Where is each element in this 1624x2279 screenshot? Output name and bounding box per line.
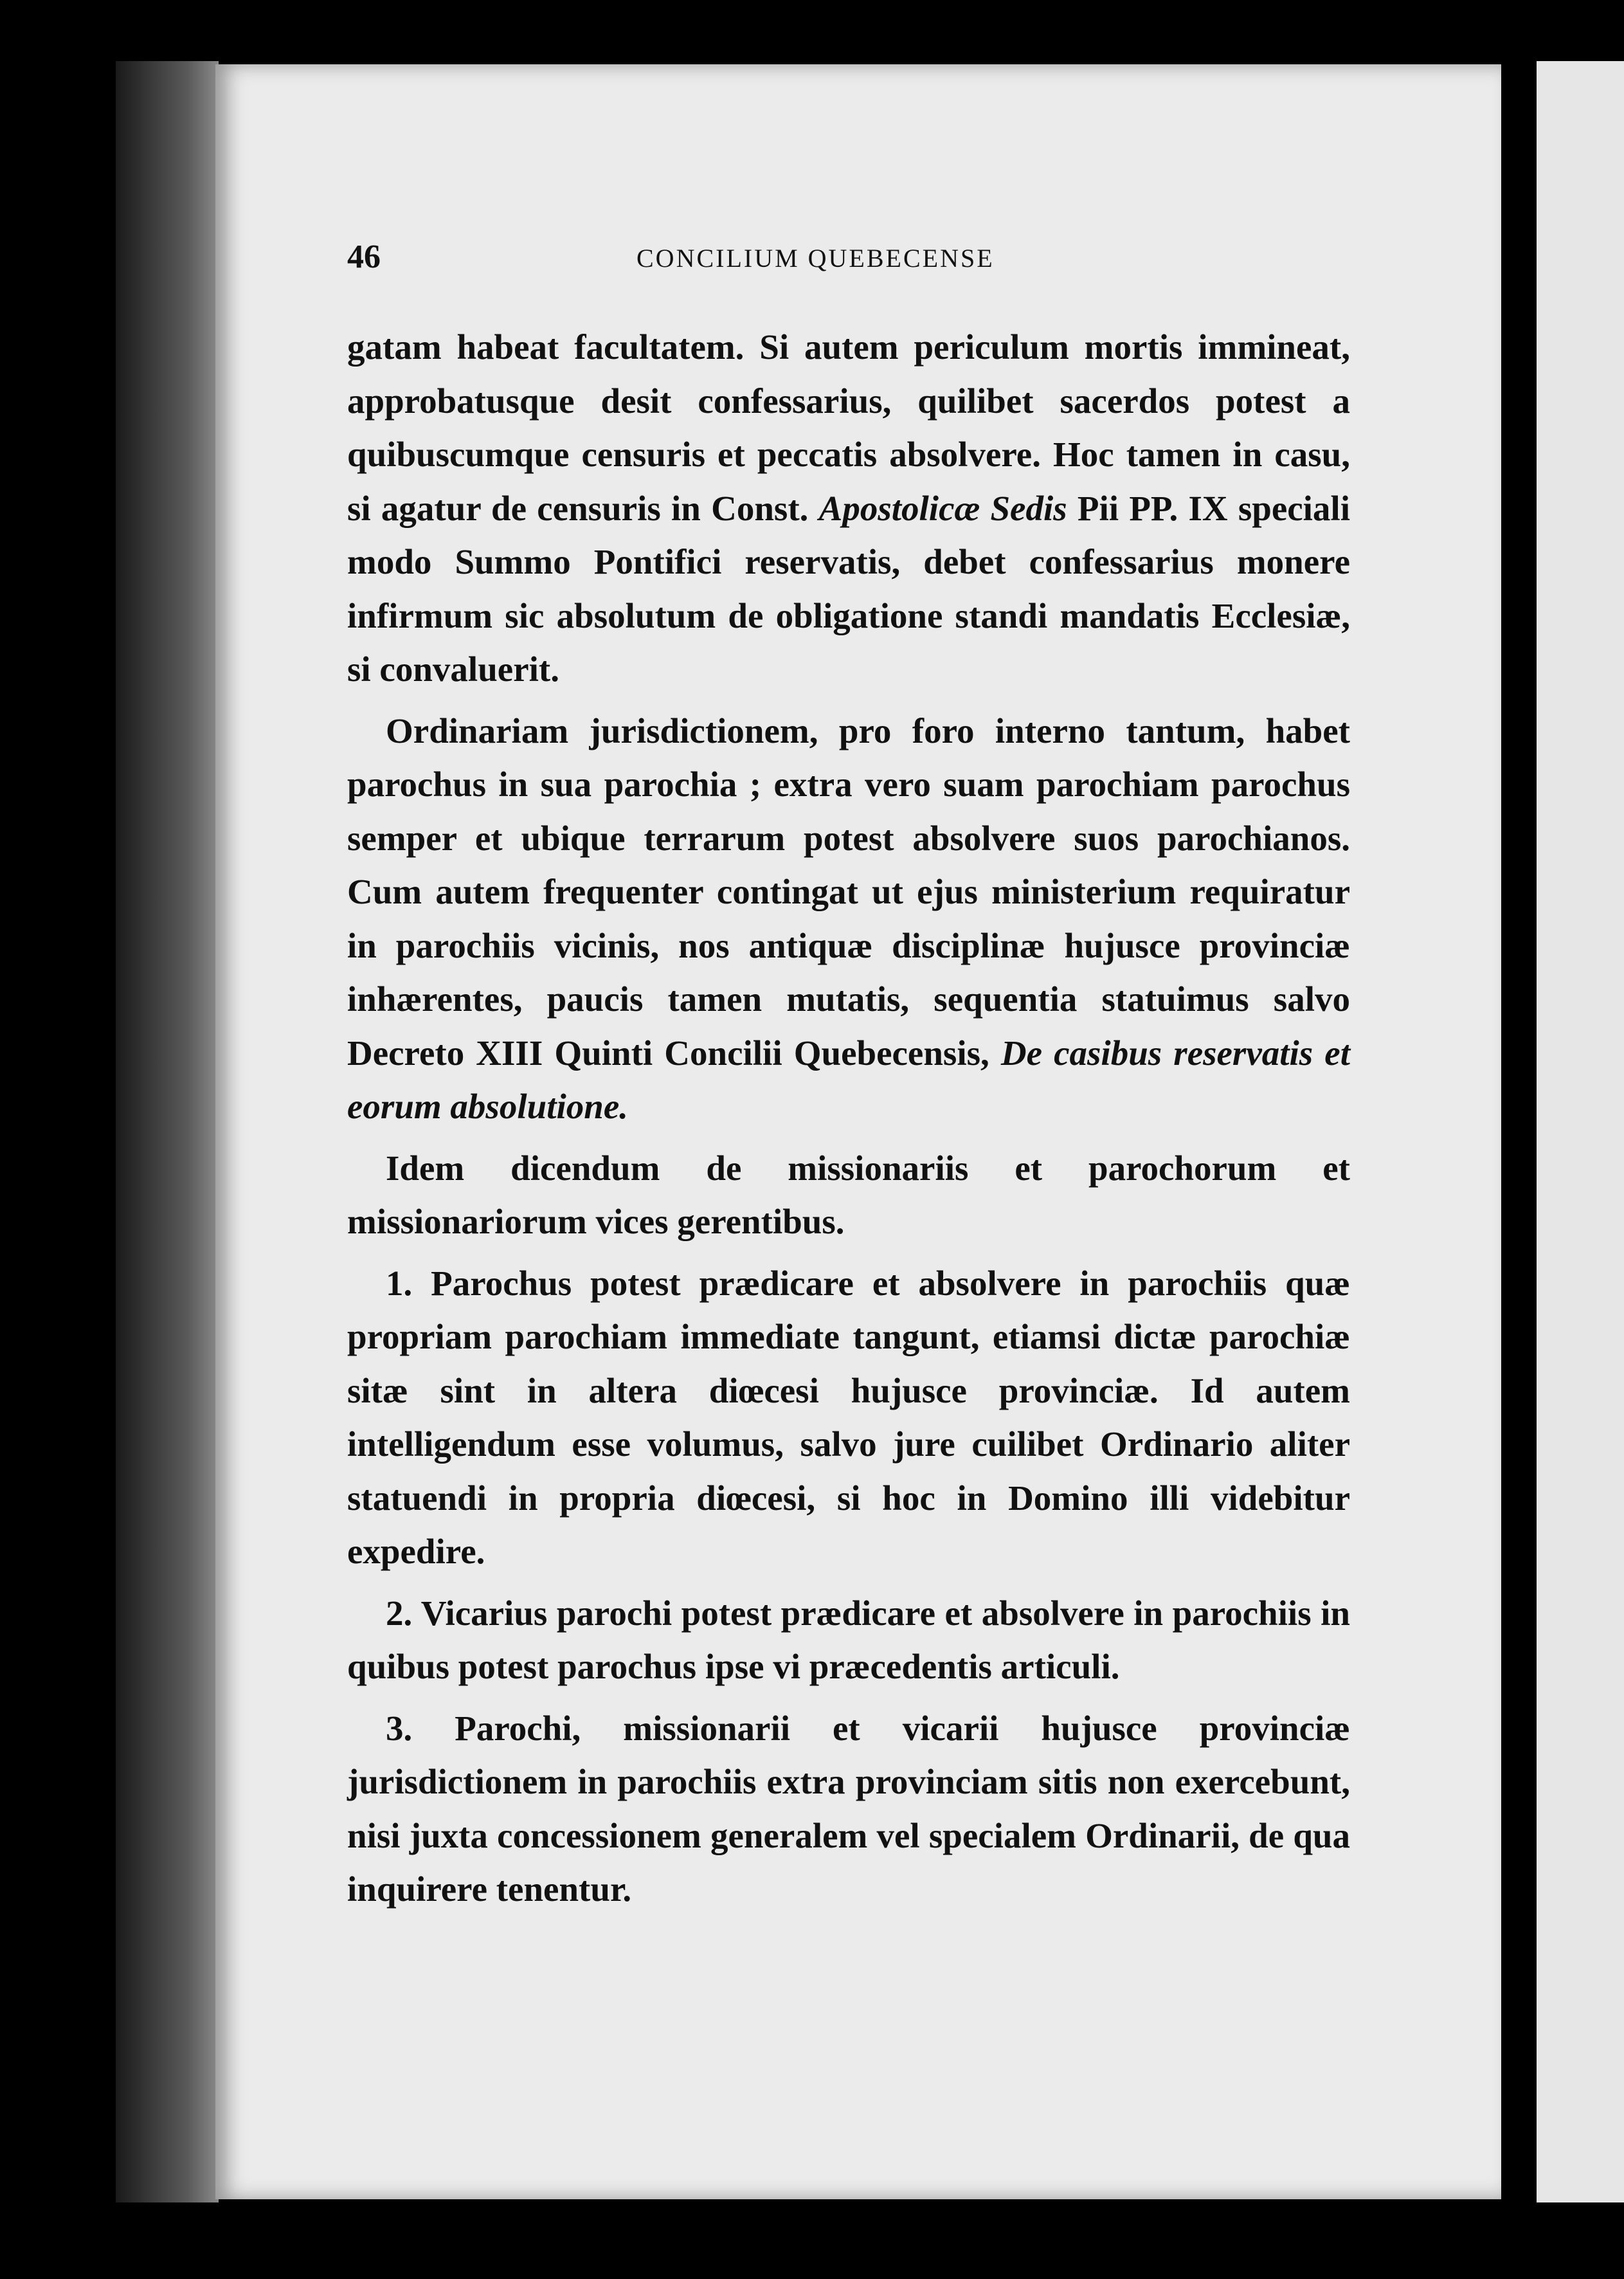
page-number: 46 — [347, 239, 381, 275]
book-page — [215, 64, 1501, 2199]
paragraph-1 — [347, 320, 1350, 696]
article-2: 2. Vicarius parochi potest prædicare et absolvere in parochiis in quibus potest parochus ipse vi præcedentis articuli. — [347, 1593, 1350, 1686]
paragraph-2-text: Ordinariam jurisdictionem, pro foro interno tantum, habet parochus in sua parochia ; extra vero suam parochiam parochus semper et ubique terrarum potest absolvere suos parochianos. Cum autem frequenter contingat ut ejus ministerium requiratur in parochiis vicinis, nos antiquæ disciplinæ hujusce provinciæ inhærentes, paucis tamen mutatis, sequentia statuimus salvo Decreto XIII Quinti Concilii Quebecensis, — [347, 711, 1350, 1073]
article-1: 1. Parochus potest prædicare et absolvere in parochiis quæ propriam parochiam immediate tangunt, etiamsi dictæ parochiæ sitæ sint in altera diœcesi hujusce provinciæ. Id autem intelligendum esse volumus, salvo jure cuilibet Ordinario aliter statuendi in propria diœcesi, si hoc in Domino illi videbitur expedire. — [347, 1263, 1350, 1571]
paragraph-1-italic-title: Apostolicæ Sedis — [818, 488, 1067, 528]
paragraph-3: Idem dicendum de missionariis et parochorum et missionariorum vices gerentibus. — [347, 1148, 1350, 1241]
paragraph-2 — [347, 704, 1350, 1134]
paragraph-1-text-a: gatam habeat facultatem. Si autem periculum mortis immineat, approbatusque desit confessarius, quilibet sacerdos potest a quibuscumque censuris et peccatis absolvere. Hoc tamen in casu, si agatur de censuris in Const. — [347, 327, 1350, 528]
page-header — [347, 238, 1350, 283]
adjacent-page-edge — [1537, 61, 1624, 2202]
page-gutter — [1504, 61, 1537, 2202]
running-head: CONCILIUM QUEBECENSE — [636, 244, 995, 273]
book-binding-shadow — [116, 61, 219, 2202]
paragraph-2-italic-title: De casibus reservatis et eorum absolutione. — [347, 1033, 1350, 1126]
paragraph-1-text-b: Pii PP. IX speciali modo Summo Pontifici reservatis, debet confessarius monere infirmum sic absolutum de obligatione standi mandatis Ecclesiæ, si convaluerit. — [347, 488, 1350, 689]
article-3: 3. Parochi, missionarii et vicarii hujusce provinciæ jurisdictionem in parochiis extra provinciam sitis non exercebunt, nisi juxta concessionem generalem vel specialem Ordinarii, de qua inquirere tenentur. — [347, 1708, 1350, 1909]
page-content — [347, 238, 1350, 1916]
